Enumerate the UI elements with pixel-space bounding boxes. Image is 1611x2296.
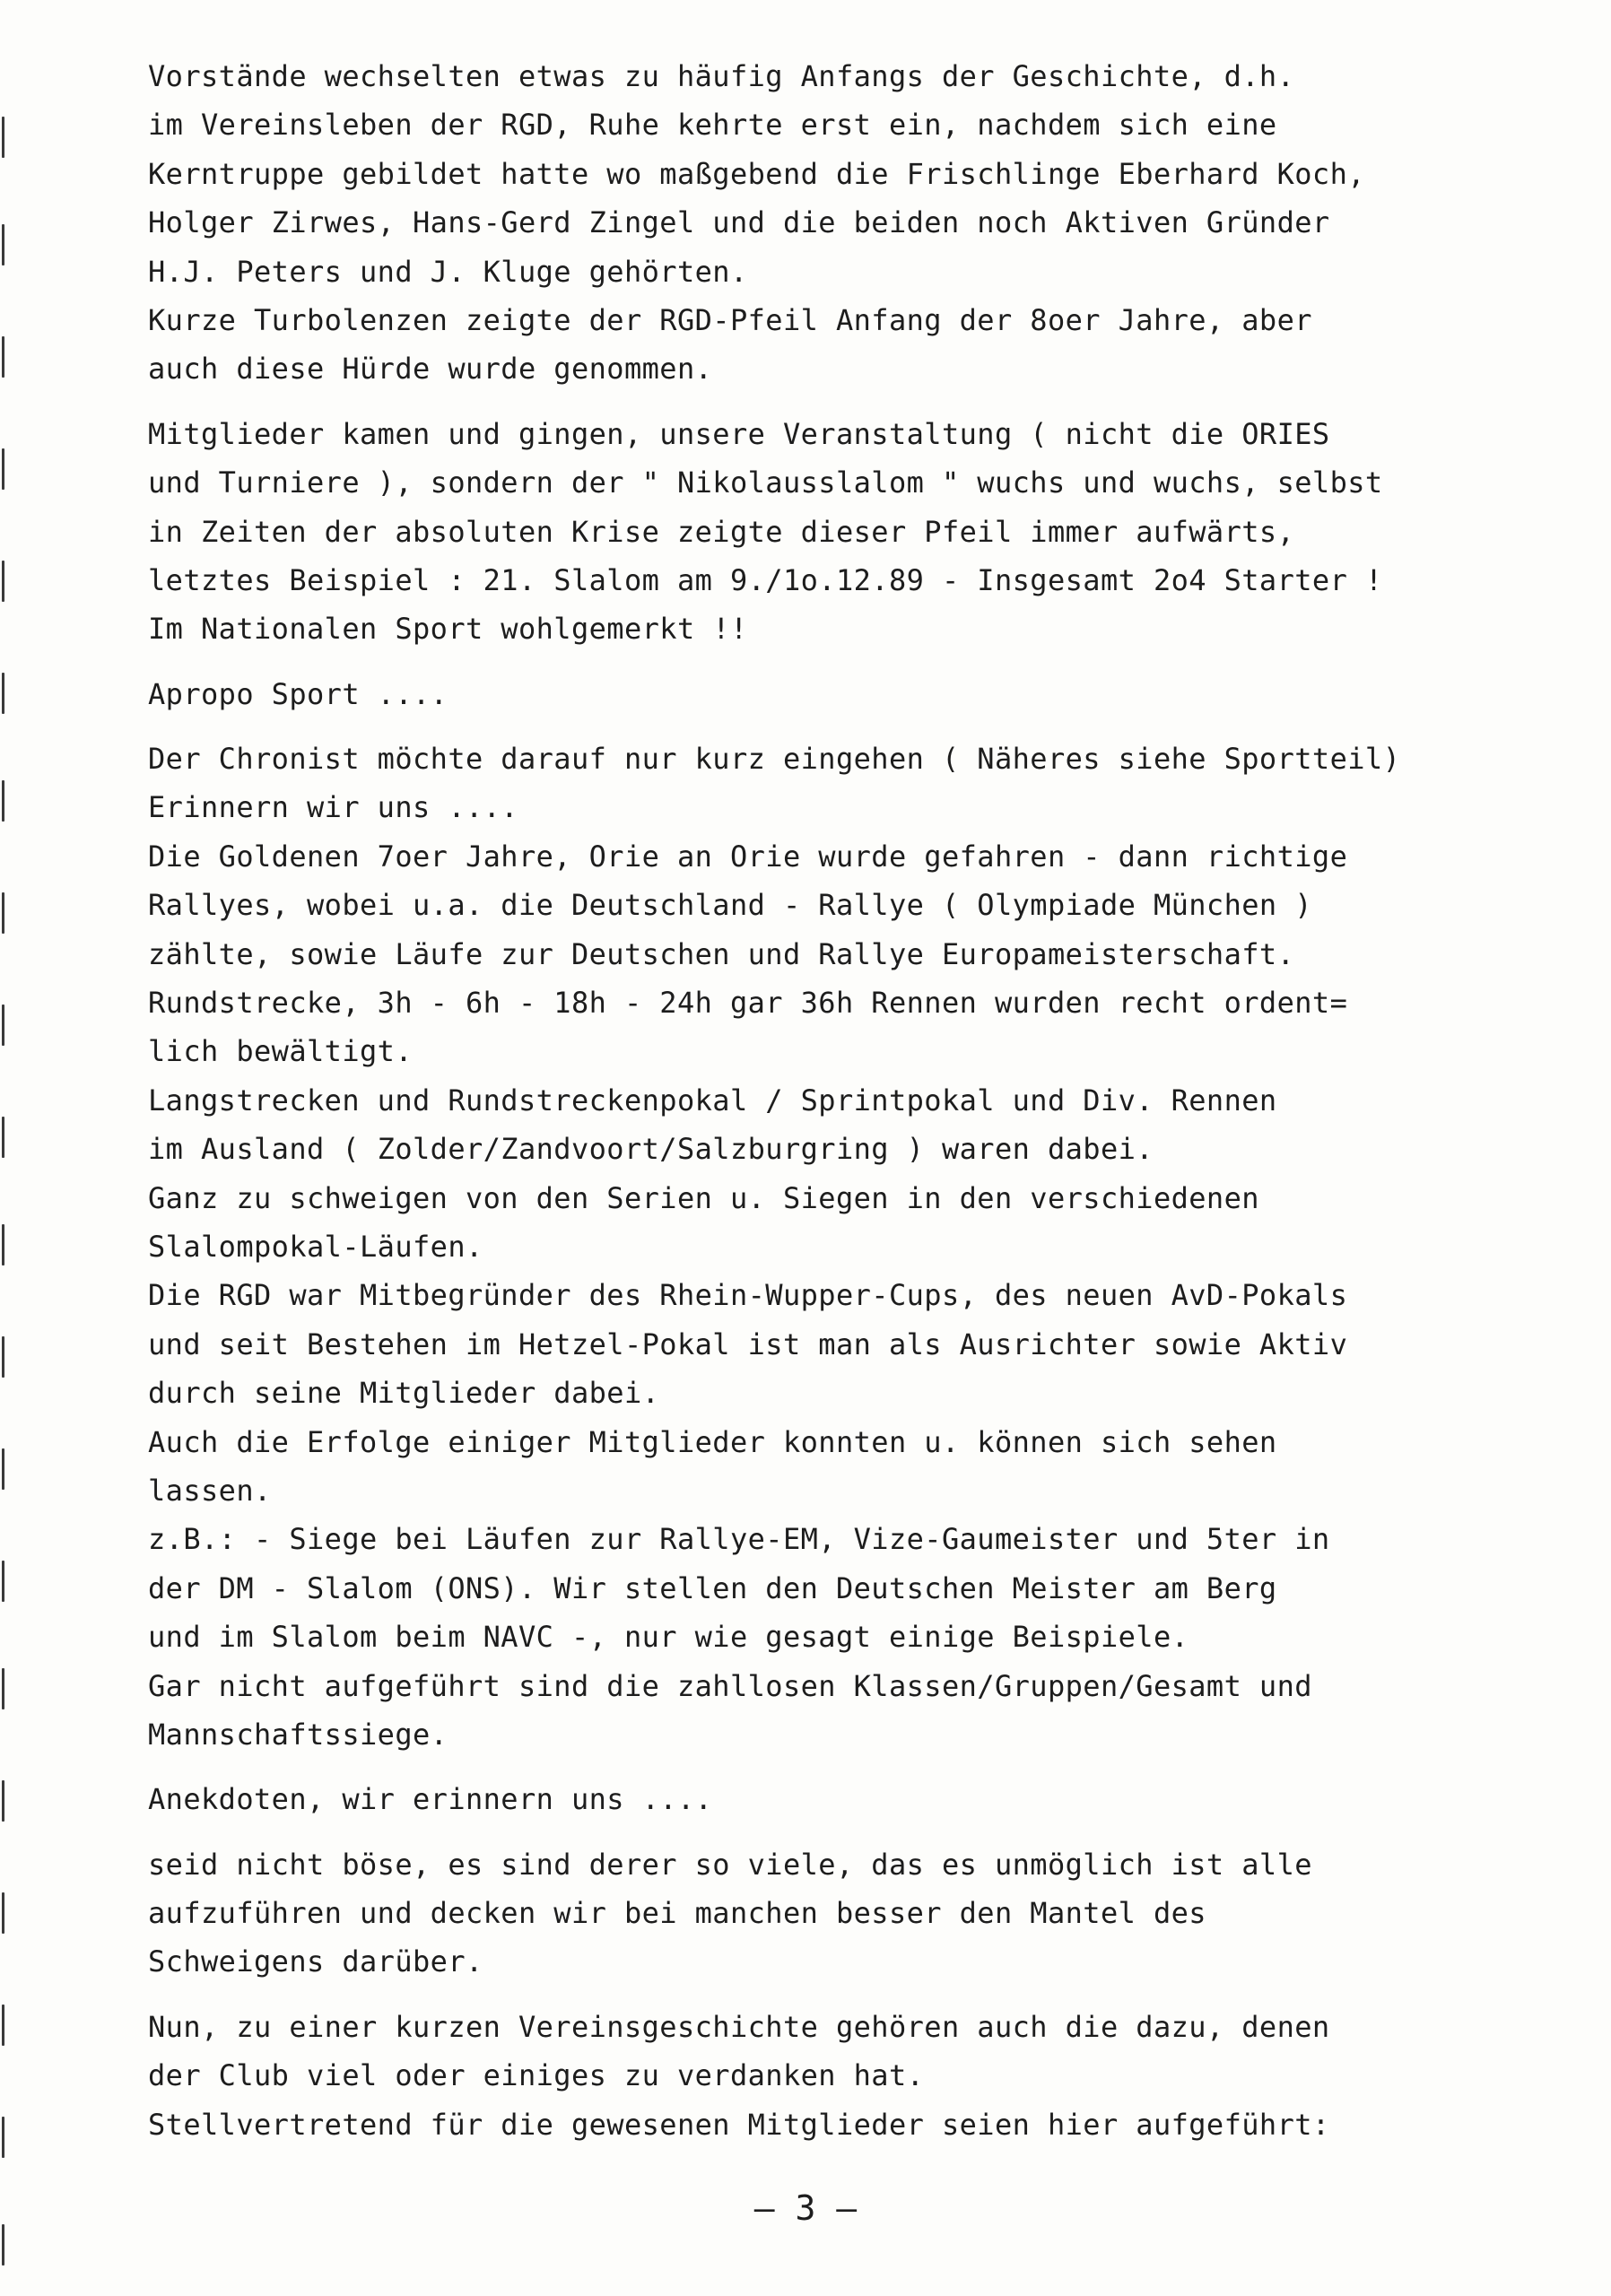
text-line: z.B.: - Siege bei Läufen zur Rallye-EM, Vize-Gaumeister und 5ter in	[148, 1522, 1330, 1557]
text-line: und im Slalom beim NAVC -, nur wie gesagt einige Beispiele.	[148, 1620, 1189, 1655]
text-line: lassen.	[148, 1473, 272, 1508]
binding-mark	[2, 224, 4, 265]
binding-mark	[2, 673, 4, 714]
paragraph-gap	[148, 394, 1547, 410]
text-line: Auch die Erfolge einiger Mitglieder konnten u. können sich sehen	[148, 1424, 1277, 1459]
text-line: Rallyes, wobei u.a. die Deutschland - Rallye ( Olympiade München )	[148, 888, 1312, 923]
text-line: und Turniere ), sondern der " Nikolausslalom " wuchs und wuchs, selbst	[148, 465, 1383, 500]
text-line: Im Nationalen Sport wohlgemerkt !!	[148, 612, 748, 647]
text-line: H.J. Peters und J. Kluge gehörten.	[148, 254, 748, 289]
text-line: Anekdoten, wir erinnern uns ....	[148, 1782, 713, 1817]
binding-mark	[2, 1780, 4, 1822]
text-line: Der Chronist möchte darauf nur kurz eingehen ( Näheres siehe Sportteil)	[148, 742, 1401, 777]
text-line: Erinnern wir uns ....	[148, 790, 518, 825]
text-line: seid nicht böse, es sind derer so viele, das es unmöglich ist alle	[148, 1847, 1312, 1882]
text-line: Die Goldenen 7oer Jahre, Orie an Orie wurde gefahren - dann richtige	[148, 839, 1348, 874]
binding-mark	[2, 1448, 4, 1490]
paragraph-gap	[148, 1987, 1547, 2003]
text-line: Holger Zirwes, Hans-Gerd Zingel und die beiden noch Aktiven Gründer	[148, 205, 1330, 240]
text-line: Schweigens darüber.	[148, 1944, 483, 1979]
binding-mark	[2, 1224, 4, 1265]
text-line: zählte, sowie Läufe zur Deutschen und Rallye Europameisterschaft.	[148, 936, 1295, 971]
text-line: aufzuführen und decken wir bei manchen besser den Mantel des	[148, 1896, 1206, 1931]
body-text	[148, 52, 1547, 2149]
binding-mark	[2, 117, 4, 158]
binding-mark	[2, 1336, 4, 1378]
binding-mark	[2, 1004, 4, 1046]
text-line: in Zeiten der absoluten Krise zeigte dieser Pfeil immer aufwärts,	[148, 514, 1295, 549]
text-line: Vorstände wechselten etwas zu häufig Anfangs der Geschichte, d.h.	[148, 59, 1295, 93]
text-line: Kurze Turbolenzen zeigte der RGD-Pfeil Anfang der 8oer Jahre, aber	[148, 302, 1312, 337]
binding-mark	[2, 448, 4, 490]
text-line: Rundstrecke, 3h - 6h - 18h - 24h gar 36h Rennen wurden recht ordent=	[148, 986, 1348, 1021]
binding-mark	[2, 1117, 4, 1158]
text-line: letztes Beispiel : 21. Slalom am 9./1o.12.89 - Insgesamt 2o4 Starter !	[148, 562, 1383, 597]
binding-mark	[2, 336, 4, 378]
text-line: Nun, zu einer kurzen Vereinsgeschichte gehören auch die dazu, denen	[148, 2009, 1330, 2044]
text-line: der DM - Slalom (ONS). Wir stellen den Deutschen Meister am Berg	[148, 1570, 1277, 1605]
paragraph-gap	[148, 654, 1547, 670]
paragraph-gap	[148, 1759, 1547, 1775]
text-line: Langstrecken und Rundstreckenpokal / Sprintpokal und Div. Rennen	[148, 1083, 1277, 1118]
binding-mark	[2, 780, 4, 822]
binding-mark	[2, 1561, 4, 1602]
binding-mark	[2, 561, 4, 602]
binding-mark	[2, 2117, 4, 2158]
binding-mark	[2, 1892, 4, 1934]
binding-mark	[2, 892, 4, 934]
text-line: Ganz zu schweigen von den Serien u. Siegen in den verschiedenen	[148, 1180, 1259, 1215]
paragraph-gap	[148, 1824, 1547, 1840]
text-line: der Club viel oder einiges zu verdanken hat.	[148, 2058, 925, 2093]
text-line: auch diese Hürde wurde genommen.	[148, 352, 713, 387]
binding-mark	[2, 1668, 4, 1709]
text-line: im Ausland ( Zolder/Zandvoort/Salzburgring ) waren dabei.	[148, 1132, 1154, 1167]
binding-marks	[0, 0, 11, 2296]
text-line: Stellvertretend für die gewesenen Mitglieder seien hier aufgeführt:	[148, 2107, 1330, 2142]
paragraph-gap	[148, 718, 1547, 735]
binding-mark	[2, 2224, 4, 2266]
text-line: Gar nicht aufgeführt sind die zahllosen Klassen/Gruppen/Gesamt und	[148, 1668, 1312, 1703]
text-line: Kerntruppe gebildet hatte wo maßgebend die Frischlinge Eberhard Koch,	[148, 156, 1365, 191]
page-number: — 3 —	[753, 2188, 858, 2228]
text-line: und seit Bestehen im Hetzel-Pokal ist man als Ausrichter sowie Aktiv	[148, 1326, 1348, 1361]
text-line: Mannschaftssiege.	[148, 1717, 448, 1752]
text-line: Apropo Sport ....	[148, 676, 448, 711]
text-line: Mitglieder kamen und gingen, unsere Veranstaltung ( nicht die ORIES	[148, 416, 1330, 451]
binding-mark	[2, 2005, 4, 2046]
text-line: im Vereinsleben der RGD, Ruhe kehrte erst ein, nachdem sich eine	[148, 108, 1277, 143]
text-line: Die RGD war Mitbegründer des Rhein-Wupper-Cups, des neuen AvD-Pokals	[148, 1278, 1348, 1313]
text-line: Slalompokal-Läufen.	[148, 1229, 483, 1264]
text-line: lich bewältigt.	[148, 1034, 413, 1069]
text-line: durch seine Mitglieder dabei.	[148, 1376, 660, 1411]
